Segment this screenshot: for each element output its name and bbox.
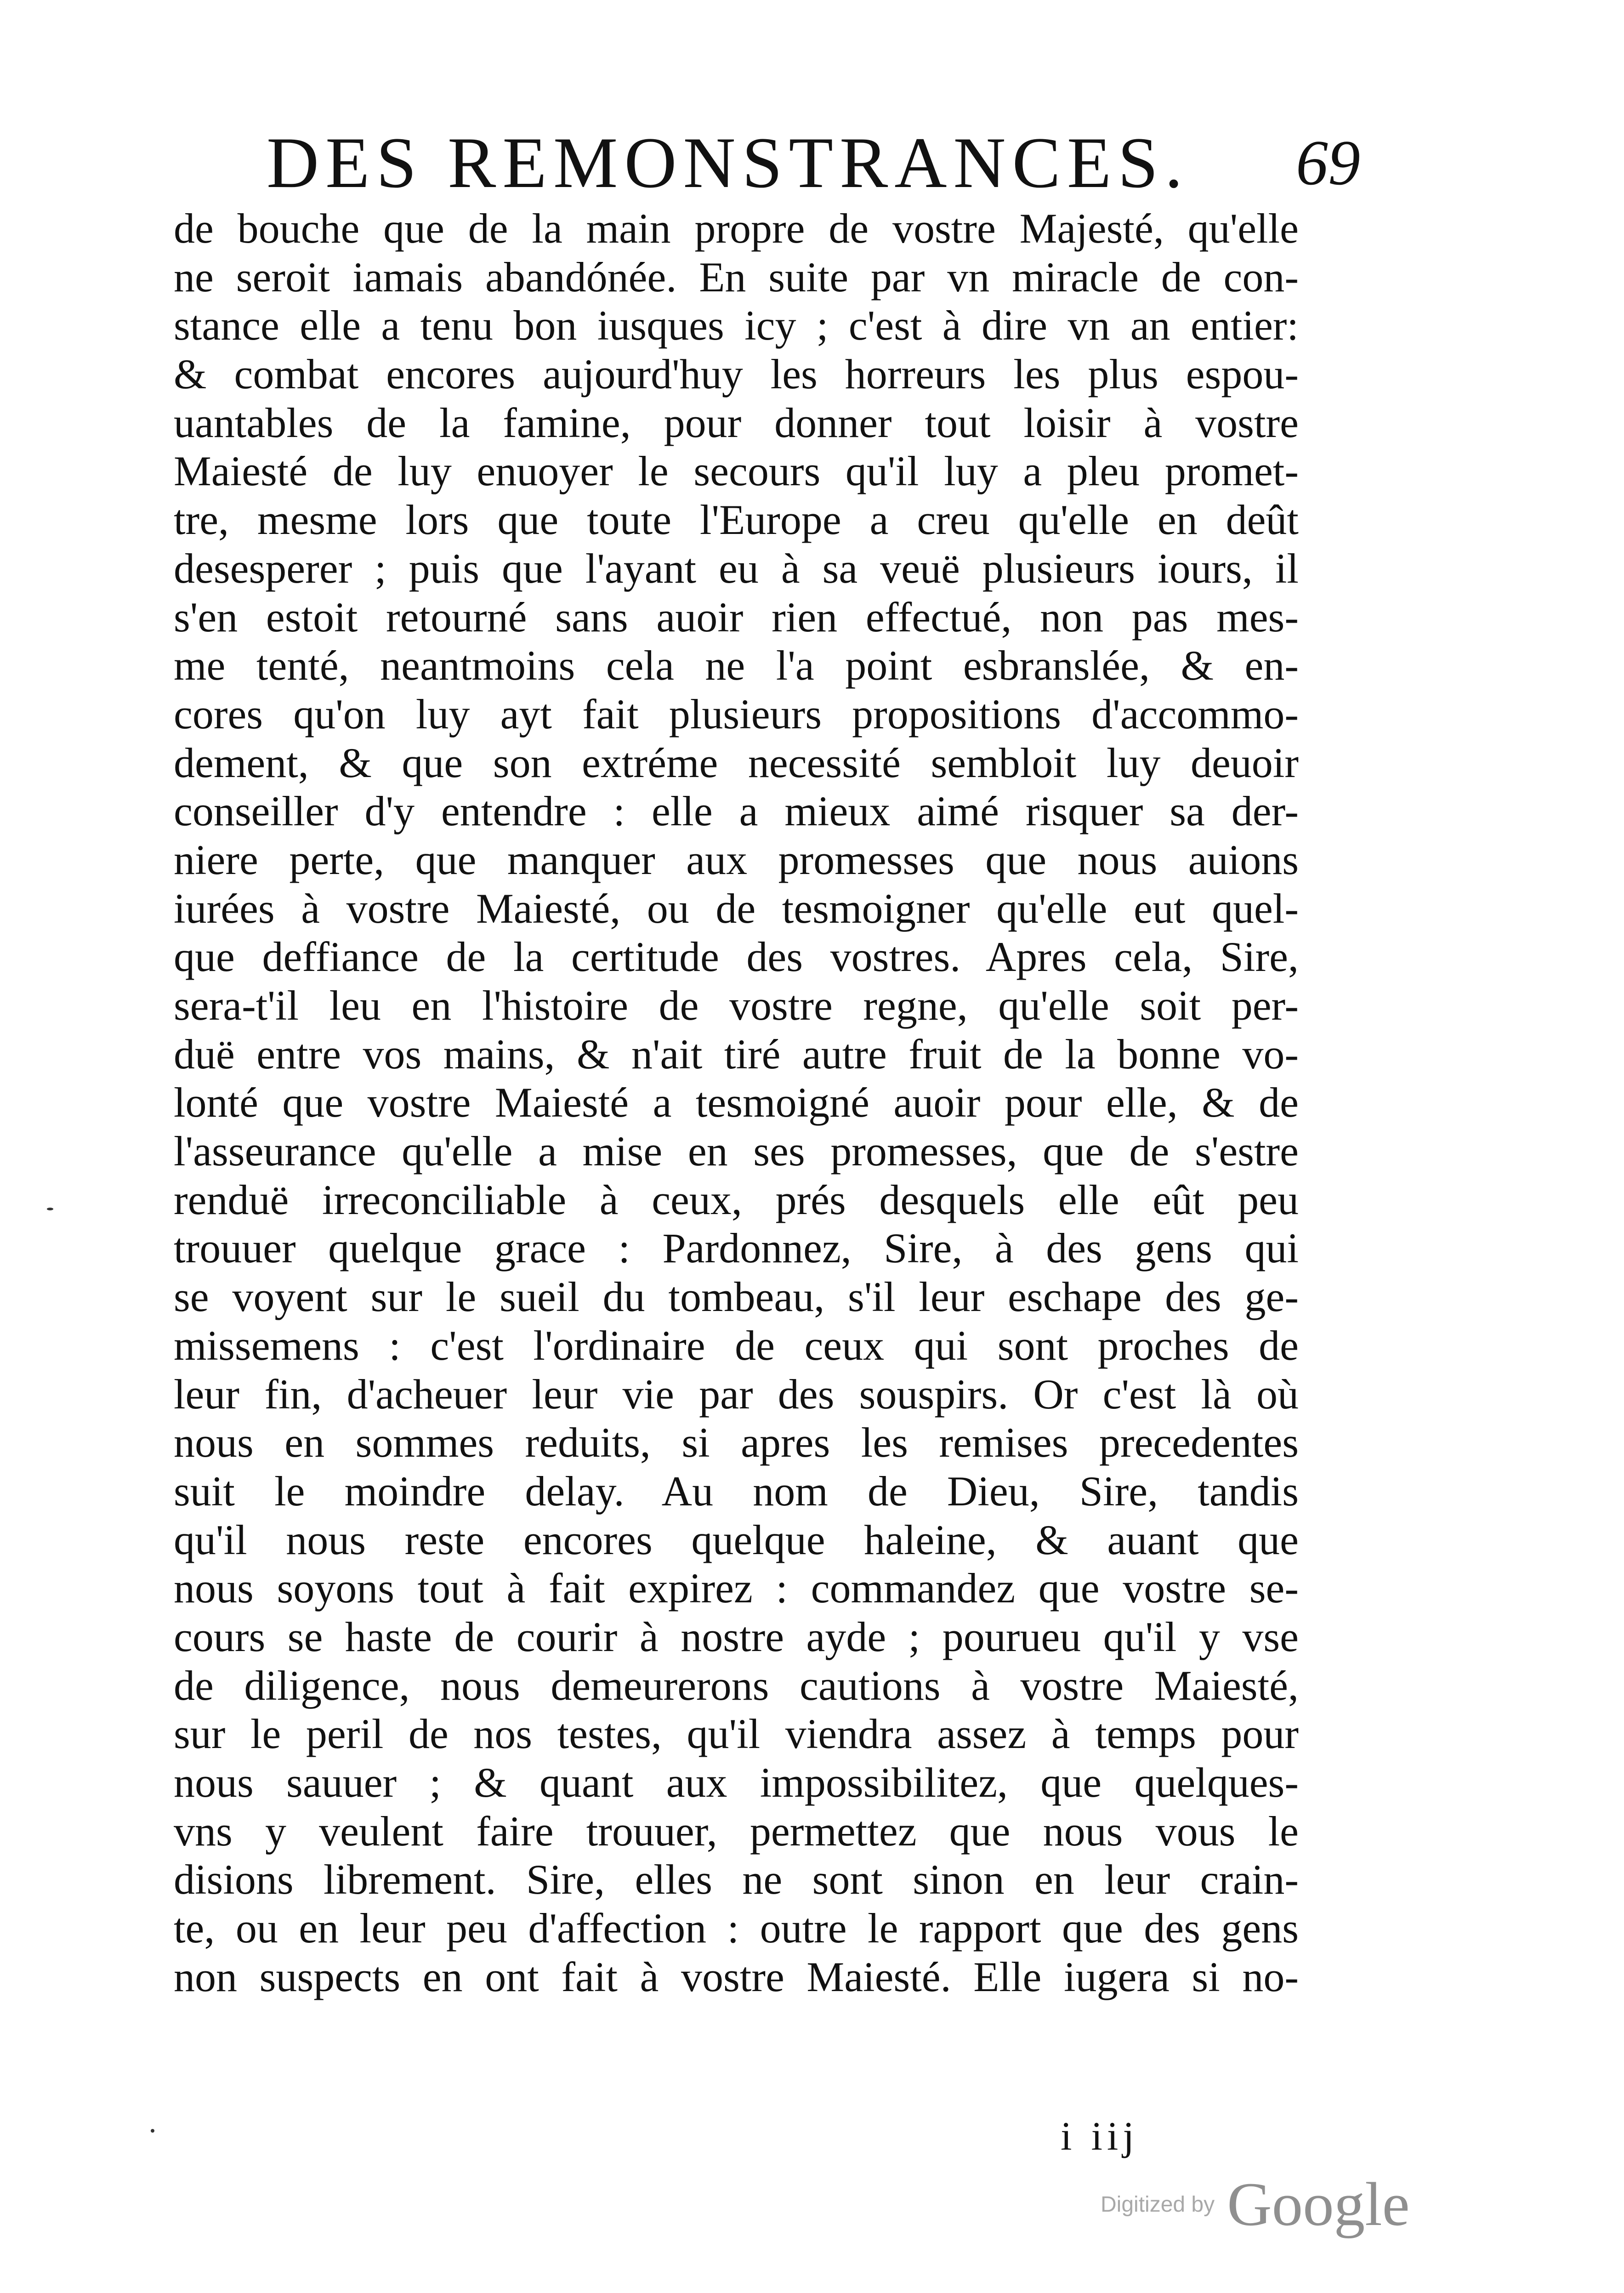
text-line: lonté que vostre Maiesté a tesmoigné auoir pour elle, & de — [174, 1079, 1299, 1126]
text-line: duë entre vos mains, & n'ait tiré autre fruit de la bonne vo- — [174, 1030, 1299, 1078]
text-line: sur le peril de nos testes, qu'il viendra assez à temps pour — [174, 1710, 1299, 1758]
text-line: & combat encores aujourd'huy les horreurs les plus espou- — [174, 351, 1299, 398]
text-line: s'en estoit retourné sans auoir rien effectué, non pas mes- — [174, 593, 1299, 641]
text-line: de diligence, nous demeurerons cautions à vostre Maiesté, — [174, 1662, 1299, 1709]
ink-speck — [151, 2129, 154, 2133]
text-line: nous sauuer ; & quant aux impossibilitez, que quelques- — [174, 1759, 1299, 1806]
signature-mark: i iij — [1061, 2114, 1139, 2159]
text-line: l'asseurance qu'elle a mise en ses promesses, que de s'estre — [174, 1128, 1299, 1175]
text-line: qu'il nous reste encores quelque haleine, & auant que — [174, 1516, 1299, 1563]
page-number: 69 — [1296, 127, 1360, 199]
digitization-watermark — [1101, 2169, 1410, 2238]
text-line: vns y veulent faire trouuer, permettez que nous vous le — [174, 1807, 1299, 1855]
text-line: uantables de la famine, pour donner tout loisir à vostre — [174, 399, 1299, 446]
text-line: iurées à vostre Maiesté, ou de tesmoigner qu'elle eut quel- — [174, 885, 1299, 932]
text-line: missemens : c'est l'ordinaire de ceux qui sont proches de — [174, 1322, 1299, 1369]
text-line: renduë irreconciliable à ceux, prés desquels elle eût peu — [174, 1176, 1299, 1223]
text-line: cours se haste de courir à nostre ayde ; pourueu qu'il y vse — [174, 1613, 1299, 1660]
text-line: tre, mesme lors que toute l'Europe a creu qu'elle en deût — [174, 496, 1299, 544]
body-text — [174, 204, 1299, 2001]
text-line: dement, & que son extréme necessité sembloit luy deuoir — [174, 739, 1299, 786]
text-line: que deffiance de la certitude des vostres. Apres cela, Sire, — [174, 933, 1299, 981]
text-line: stance elle a tenu bon iusques icy ; c'est à dire vn an entier: — [174, 302, 1299, 349]
text-line: sera-t'il leu en l'histoire de vostre regne, qu'elle soit per- — [174, 982, 1299, 1029]
watermark-brand: Google — [1227, 2170, 1410, 2239]
text-line: niere perte, que manquer aux promesses que nous auions — [174, 836, 1299, 883]
text-line: se voyent sur le sueil du tombeau, s'il leur eschape des ge- — [174, 1273, 1299, 1321]
text-line: non suspects en ont fait à vostre Maiesté. Elle iugera si no- — [174, 1953, 1299, 2000]
text-line: suit le moindre delay. Au nom de Dieu, Sire, tandis — [174, 1467, 1299, 1515]
text-line: de bouche que de la main propre de vostre Majesté, qu'elle — [174, 205, 1299, 252]
text-line: desesperer ; puis que l'ayant eu à sa veuë plusieurs iours, il — [174, 545, 1299, 592]
text-line: cores qu'on luy ayt fait plusieurs propositions d'accommo- — [174, 690, 1299, 738]
running-title: DES REMONSTRANCES. — [267, 123, 1189, 203]
text-line: me tenté, neantmoins cela ne l'a point esbranslée, & en- — [174, 642, 1299, 689]
text-line: ne seroit iamais abandónée. En suite par vn miracle de con- — [174, 253, 1299, 301]
watermark-prefix: Digitized by — [1101, 2192, 1215, 2217]
text-line: conseiller d'y entendre : elle a mieux aimé risquer sa der- — [174, 788, 1299, 835]
text-line: nous en sommes reduits, si apres les remises precedentes — [174, 1419, 1299, 1466]
text-line: te, ou en leur peu d'affection : outre le rapport que des gens — [174, 1905, 1299, 1952]
text-line: trouuer quelque grace : Pardonnez, Sire, à des gens qui — [174, 1225, 1299, 1272]
text-line: Maiesté de luy enuoyer le secours qu'il luy a pleu promet- — [174, 448, 1299, 495]
ink-speck — [47, 1208, 53, 1210]
running-head — [267, 117, 1360, 209]
text-line: leur fin, d'acheuer leur vie par des souspirs. Or c'est là où — [174, 1370, 1299, 1418]
text-line: nous soyons tout à fait expirez : commandez que vostre se- — [174, 1565, 1299, 1612]
text-line: disions librement. Sire, elles ne sont sinon en leur crain- — [174, 1856, 1299, 1903]
